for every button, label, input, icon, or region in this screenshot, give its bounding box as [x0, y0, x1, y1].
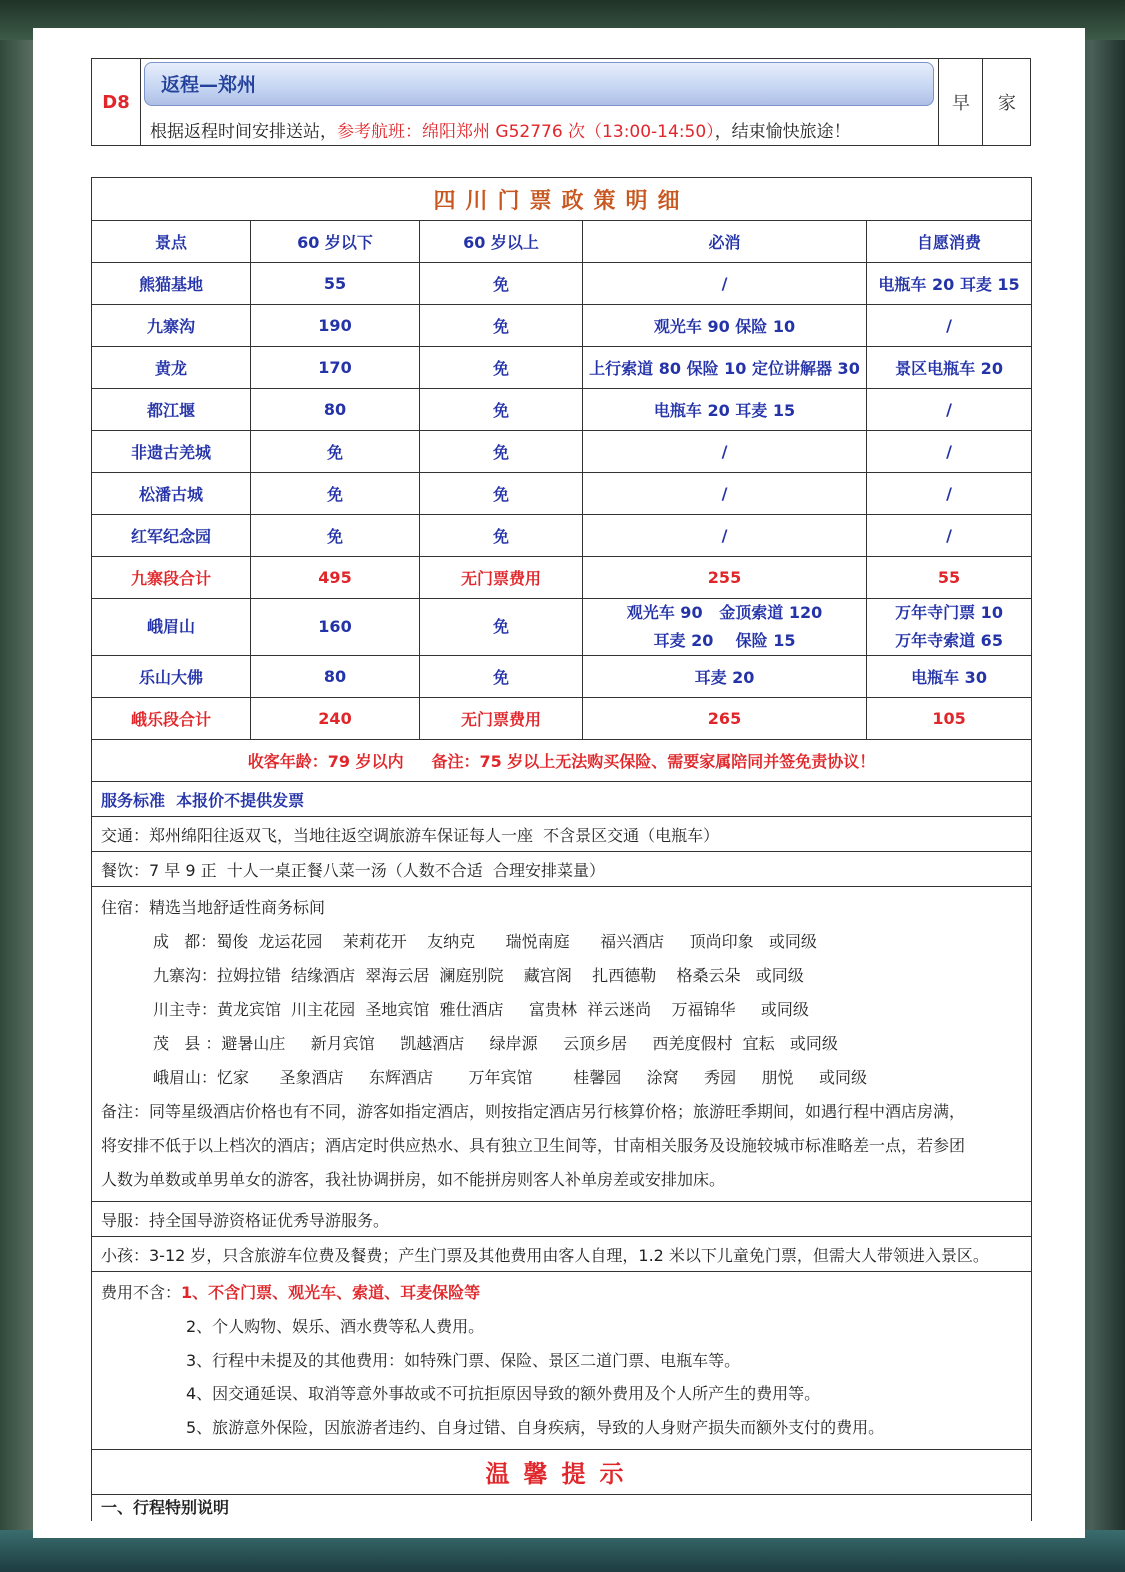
- table-row: [92, 656, 1032, 698]
- required-cell: 265: [583, 698, 867, 740]
- optional-cell: /: [867, 389, 1032, 431]
- site-cell: 都江堰: [92, 389, 251, 431]
- price-cell: 免: [420, 656, 583, 698]
- site-cell: 松潘古城: [92, 473, 251, 515]
- optional-cell: /: [867, 473, 1032, 515]
- site-cell: 红军纪念园: [92, 515, 251, 557]
- lodging-note: 备注：同等星级酒店价格也有不同，游客如指定酒店，则按指定酒店另行核算价格；旅游旺季期间，如遇行程中酒店房满，: [101, 1102, 966, 1121]
- excluded-item: 4、因交通延误、取消等意外事故或不可抗拒原因导致的额外费用及个人所产生的费用等。: [186, 1384, 821, 1404]
- required-line: 耳麦 20 保险 15: [653, 631, 796, 650]
- ticket-policy-table: [91, 177, 1032, 1521]
- optional-cell: 55: [867, 557, 1032, 599]
- price-cell: 免: [420, 473, 583, 515]
- price-cell: 免: [420, 263, 583, 305]
- flight-reference: 参考航班：绵阳郑州 G52776 次（13:00-14:50）: [337, 122, 715, 142]
- price-cell: 免: [251, 431, 420, 473]
- desc-prefix: 根据返程时间安排送站，: [150, 122, 337, 142]
- lodging-intro: 住宿：精选当地舒适性商务标间: [101, 898, 326, 917]
- site-cell: 九寨沟: [92, 305, 251, 347]
- day-description: [150, 117, 851, 142]
- optional-line: 万年寺索道 65: [895, 631, 1003, 650]
- table-row: [92, 473, 1032, 515]
- required-cell: /: [583, 263, 867, 305]
- excluded-section: [92, 1272, 1032, 1450]
- day-title: 返程—郑州: [144, 62, 934, 106]
- table-row: [92, 347, 1032, 389]
- lodging-city-line: 峨眉山：忆家 圣象酒店 东辉酒店 万年宾馆 桂馨园 涂窝 秀园 朋悦 或同级: [153, 1068, 867, 1087]
- lodging-note: 将安排不低于以上档次的酒店；酒店定时供应热水、具有独立卫生间等，甘南相关服务及设施较城市标准略差一点，若参团: [101, 1136, 966, 1155]
- optional-cell: 电瓶车 30: [867, 656, 1032, 698]
- price-cell: 495: [251, 557, 420, 599]
- lodging-note: 人数为单数或单男单女的游客，我社协调拼房，如不能拼房则客人补单房差或安排加床。: [101, 1170, 726, 1189]
- price-cell: 免: [420, 599, 583, 656]
- price-cell: 80: [251, 656, 420, 698]
- table-title: 四川门票政策明细: [92, 178, 1032, 221]
- excluded-item: 5、旅游意外保险，因旅游者违约、自身过错、自身疾病，导致的人身财产损失而额外支付的费用。: [186, 1418, 885, 1438]
- excluded-label: 费用不含：: [101, 1283, 182, 1302]
- hotel-cell: 家: [982, 59, 1031, 145]
- lodging-city-line: 成 都：蜀俊 龙运花园 茉莉花开 友纳克 瑞悦南庭 福兴酒店 顶尚印象 或同级: [153, 932, 817, 951]
- price-cell: 190: [251, 305, 420, 347]
- site-cell: 九寨段合计: [92, 557, 251, 599]
- required-cell: /: [583, 473, 867, 515]
- lodging-city-line: 茂 县 ：避暑山庄 新月宾馆 凯越酒店 绿岸源 云顶乡居 西羌度假村 宜耘 或同级: [153, 1034, 838, 1053]
- lodging-city-line: 九寨沟：拉姆拉错 结缘酒店 翠海云居 澜庭别院 藏宫阁 扎西德勒 格桑云朵 或同级: [153, 966, 804, 985]
- table-row: [92, 389, 1032, 431]
- day-8-block: [91, 58, 1031, 146]
- price-cell: 免: [420, 305, 583, 347]
- optional-cell: /: [867, 515, 1032, 557]
- lodging-section: [92, 887, 1032, 1202]
- optional-cell: /: [867, 305, 1032, 347]
- table-row: [92, 599, 1032, 656]
- tips-section-heading: 一、行程特别说明: [92, 1494, 1032, 1521]
- price-cell: 免: [420, 389, 583, 431]
- table-header-row: [92, 221, 1032, 263]
- required-cell: 耳麦 20: [583, 656, 867, 698]
- subtotal-row: [92, 557, 1032, 599]
- service-standard: 服务标准 本报价不提供发票: [92, 782, 1032, 817]
- meal-cell: 早: [938, 59, 983, 145]
- day-label: D8: [92, 59, 141, 145]
- required-cell: /: [583, 431, 867, 473]
- optional-cell: /: [867, 431, 1032, 473]
- site-cell: 乐山大佛: [92, 656, 251, 698]
- header-cell: 景点: [92, 221, 251, 263]
- optional-line: 万年寺门票 10: [895, 603, 1003, 622]
- required-cell: 255: [583, 557, 867, 599]
- site-cell: 熊猫基地: [92, 263, 251, 305]
- optional-cell: 电瓶车 20 耳麦 15: [867, 263, 1032, 305]
- price-cell: 无门票费用: [420, 557, 583, 599]
- optional-cell: 景区电瓶车 20: [867, 347, 1032, 389]
- site-cell: 峨眉山: [92, 599, 251, 656]
- table-row: [92, 263, 1032, 305]
- price-cell: 80: [251, 389, 420, 431]
- required-cell: 上行索道 80 保险 10 定位讲解器 30: [583, 347, 867, 389]
- header-cell: 必消: [583, 221, 867, 263]
- optional-cell: 105: [867, 698, 1032, 740]
- price-cell: 免: [251, 515, 420, 557]
- price-cell: 55: [251, 263, 420, 305]
- required-line: 观光车 90 金顶索道 120: [626, 603, 823, 622]
- header-cell: 自愿消费: [867, 221, 1032, 263]
- price-cell: 240: [251, 698, 420, 740]
- price-cell: 免: [251, 473, 420, 515]
- children-line: 小孩：3-12 岁，只含旅游车位费及餐费；产生门票及其他费用由客人自理，1.2 米以下儿童免门票，但需大人带领进入景区。: [92, 1237, 1032, 1272]
- table-row: [92, 431, 1032, 473]
- table-row: [92, 305, 1032, 347]
- lodging-city-line: 川主寺：黄龙宾馆 川主花园 圣地宾馆 雅仕酒店 富贵林 祥云迷尚 万福锦华 或同级: [153, 1000, 809, 1019]
- site-cell: 峨乐段合计: [92, 698, 251, 740]
- header-cell: 60 岁以上: [420, 221, 583, 263]
- age-notice: 收客年龄：79 岁以内 备注：75 岁以上无法购买保险、需要家属陪同并签免责协议！: [92, 740, 1032, 782]
- required-cell: 电瓶车 20 耳麦 15: [583, 389, 867, 431]
- guide-line: 导服：持全国导游资格证优秀导游服务。: [92, 1202, 1032, 1237]
- header-cell: 60 岁以下: [251, 221, 420, 263]
- table-row: [92, 515, 1032, 557]
- price-cell: 免: [420, 515, 583, 557]
- subtotal-row: [92, 698, 1032, 740]
- price-cell: 170: [251, 347, 420, 389]
- excluded-item: 3、行程中未提及的其他费用：如特殊门票、保险、景区二道门票、电瓶车等。: [186, 1350, 741, 1370]
- optional-cell: [867, 599, 1032, 656]
- price-cell: 无门票费用: [420, 698, 583, 740]
- price-cell: 免: [420, 431, 583, 473]
- required-cell: [583, 599, 867, 656]
- site-cell: 黄龙: [92, 347, 251, 389]
- required-cell: 观光车 90 保险 10: [583, 305, 867, 347]
- excluded-item: 2、个人购物、娱乐、酒水费等私人费用。: [186, 1316, 485, 1336]
- transport-line: 交通：郑州绵阳往返双飞，当地往返空调旅游车保证每人一座 不含景区交通（电瓶车）: [92, 817, 1032, 852]
- meals-line: 餐饮：7 早 9 正 十人一桌正餐八菜一汤（人数不合适 合理安排菜量）: [92, 852, 1032, 887]
- price-cell: 160: [251, 599, 420, 656]
- price-cell: 免: [420, 347, 583, 389]
- desc-suffix: ，结束愉快旅途！: [714, 122, 851, 142]
- excluded-item: 1、不含门票、观光车、索道、耳麦保险等: [181, 1283, 481, 1302]
- site-cell: 非遗古羌城: [92, 431, 251, 473]
- tips-title: 温馨提示: [92, 1449, 1032, 1494]
- required-cell: /: [583, 515, 867, 557]
